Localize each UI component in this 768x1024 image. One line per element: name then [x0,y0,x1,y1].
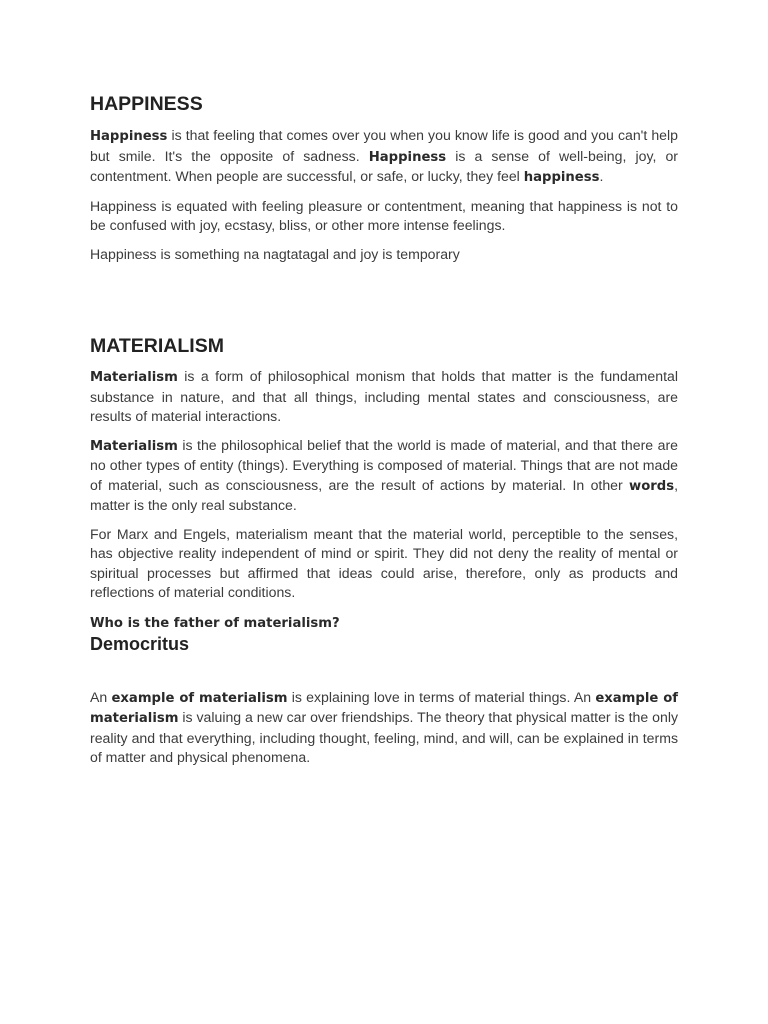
happiness-paragraph-3: Happiness is something na nagtatagal and joy is temporary [90,245,460,262]
paragraph-text: , matter is the only real substance. [90,476,678,513]
materialism-paragraph-2 [90,436,678,516]
bold-term: Happiness [90,129,168,144]
answer-democritus: Democritus [90,633,190,654]
happiness-paragraph-2: Happiness is equated with feeling pleasure or contentment, meaning that happiness is not to be confused with joy, ecstasy, bliss, or other more intense feelings. [90,197,678,233]
paragraph-text: An [90,688,112,705]
bold-term: example of materialism [90,690,679,726]
paragraph-text: is a sense of well-being, joy, or contentment. When people are successful, or safe, or lucky, they feel [90,147,678,184]
heading-happiness: HAPPINESS [90,93,203,115]
paragraph-text: is that feeling that comes over you when you know life is good and you can't help but smile. It's the opposite of sadness. [90,127,678,164]
bold-term: words [629,478,675,494]
paragraph-text: is valuing a new car over friendships. The theory that physical matter is the only reality and that everything, including thought, feeling, mind, and will, can be explained in terms of matter and physical phenomena. [90,709,678,765]
document-page [90,92,678,768]
heading-materialism: MATERIALISM [90,335,224,357]
bold-term: happiness [523,170,600,185]
bold-term: Materialism [90,370,178,385]
materialism-paragraph-1 [90,367,678,427]
bold-term: Materialism [90,438,178,454]
paragraph-text: . [599,168,604,184]
bold-term: example of materialism [111,690,288,706]
materialism-paragraph-3: For Marx and Engels, materialism meant that the material world, perceptible to the senses, has objective reality independent of mind or spirit. They did not deny the reality of mental or spiritual processes but affirmed that ideas could arise, therefore, only as products and reflections of material conditions. [90,525,678,600]
question-father-of-materialism: Who is the father of materialism? [90,615,340,631]
paragraph-text: is the philosophical belief that the world is made of material, and that there are no other types of entity (things). Everything is composed of material. Things that are not made of material, such as consciousness, are the result of actions by material. In other [90,436,678,493]
paragraph-text: is explaining love in terms of material things. An [287,688,596,705]
paragraph-text: is a form of philosophical monism that holds that matter is the fundamental substance in nature, and that all things, including mental states and consciousness, are results of material interactions. [90,368,678,424]
bold-term: Happiness [368,149,447,165]
happiness-paragraph-1 [90,126,678,188]
materialism-paragraph-4 [90,688,678,768]
